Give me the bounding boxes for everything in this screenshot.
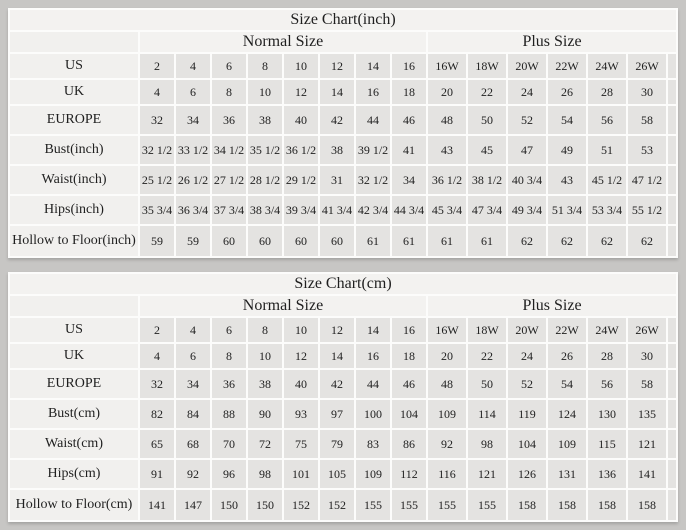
size-cell: 60 xyxy=(320,226,354,256)
size-cell: 60 xyxy=(248,226,282,256)
size-cell: 4 xyxy=(176,318,210,342)
size-cell: 42 3/4 xyxy=(356,196,390,224)
group-header-row xyxy=(10,32,676,52)
table-row xyxy=(10,490,676,520)
size-cell: 114 xyxy=(468,400,506,428)
size-cell: 16W xyxy=(428,54,466,78)
group-header-row xyxy=(10,296,676,316)
size-cell: 158 xyxy=(508,490,546,520)
spacer-cell xyxy=(668,318,676,342)
size-cell: 86 xyxy=(392,430,426,458)
size-cell: 20W xyxy=(508,318,546,342)
size-cell: 14 xyxy=(320,344,354,368)
size-cell: 25 1/2 xyxy=(140,166,174,194)
size-cell: 18 xyxy=(392,344,426,368)
size-cell: 101 xyxy=(284,460,318,488)
size-cell: 34 1/2 xyxy=(212,136,246,164)
size-cell: 109 xyxy=(548,430,586,458)
size-cell: 100 xyxy=(356,400,390,428)
size-cell: 37 3/4 xyxy=(212,196,246,224)
size-cell: 32 1/2 xyxy=(140,136,174,164)
size-cell: 47 1/2 xyxy=(628,166,666,194)
size-cell: 6 xyxy=(212,54,246,78)
size-cell: 20 xyxy=(428,80,466,104)
size-cell: 68 xyxy=(176,430,210,458)
size-cell: 45 3/4 xyxy=(428,196,466,224)
spacer-cell xyxy=(668,460,676,488)
size-cell: 4 xyxy=(140,80,174,104)
size-cell: 35 1/2 xyxy=(248,136,282,164)
size-cell: 26 1/2 xyxy=(176,166,210,194)
size-cell: 49 xyxy=(548,136,586,164)
spacer-cell xyxy=(668,196,676,224)
size-cell: 32 xyxy=(140,370,174,398)
table-row xyxy=(10,196,676,224)
size-cell: 34 xyxy=(176,370,210,398)
size-cell: 38 3/4 xyxy=(248,196,282,224)
size-cell: 30 xyxy=(628,344,666,368)
group-header-plus-size: Plus Size xyxy=(428,32,676,52)
size-cell: 33 1/2 xyxy=(176,136,210,164)
row-label: EUROPE xyxy=(10,370,138,398)
size-cell: 93 xyxy=(284,400,318,428)
size-cell: 44 3/4 xyxy=(392,196,426,224)
size-cell: 49 3/4 xyxy=(508,196,546,224)
size-cell: 28 1/2 xyxy=(248,166,282,194)
size-cell: 46 xyxy=(392,106,426,134)
size-cell: 20 xyxy=(428,344,466,368)
size-cell: 58 xyxy=(628,106,666,134)
size-cell: 155 xyxy=(468,490,506,520)
size-cell: 147 xyxy=(176,490,210,520)
spacer-cell xyxy=(668,344,676,368)
size-cell: 42 xyxy=(320,106,354,134)
size-cell: 43 xyxy=(428,136,466,164)
spacer-cell xyxy=(668,136,676,164)
size-cell: 45 1/2 xyxy=(588,166,626,194)
size-cell: 30 xyxy=(628,80,666,104)
size-cell: 61 xyxy=(356,226,390,256)
table-row xyxy=(10,166,676,194)
size-cell: 60 xyxy=(284,226,318,256)
size-cell: 44 xyxy=(356,370,390,398)
spacer-cell xyxy=(668,370,676,398)
row-label: Hips(inch) xyxy=(10,196,138,224)
size-cell: 44 xyxy=(356,106,390,134)
size-cell: 32 xyxy=(140,106,174,134)
table-row xyxy=(10,400,676,428)
size-cell: 24 xyxy=(508,344,546,368)
size-cell: 131 xyxy=(548,460,586,488)
size-cell: 18W xyxy=(468,318,506,342)
size-cell: 12 xyxy=(320,318,354,342)
size-cell: 65 xyxy=(140,430,174,458)
size-cell: 130 xyxy=(588,400,626,428)
corner-cell xyxy=(10,32,138,52)
spacer-cell xyxy=(668,106,676,134)
size-cell: 38 xyxy=(248,370,282,398)
size-cell: 112 xyxy=(392,460,426,488)
size-cell: 116 xyxy=(428,460,466,488)
row-label: Bust(cm) xyxy=(10,400,138,428)
size-cell: 62 xyxy=(628,226,666,256)
size-cell: 96 xyxy=(212,460,246,488)
size-cell: 36 xyxy=(212,370,246,398)
size-cell: 82 xyxy=(140,400,174,428)
size-cell: 20W xyxy=(508,54,546,78)
size-cell: 98 xyxy=(468,430,506,458)
size-cell: 158 xyxy=(588,490,626,520)
group-header-normal-size: Normal Size xyxy=(140,32,426,52)
size-cell: 6 xyxy=(176,344,210,368)
chart-title: Size Chart(inch) xyxy=(10,10,676,30)
size-cell: 48 xyxy=(428,106,466,134)
size-cell: 104 xyxy=(508,430,546,458)
table-row xyxy=(10,54,676,78)
table-row xyxy=(10,460,676,488)
size-cell: 98 xyxy=(248,460,282,488)
size-cell: 55 1/2 xyxy=(628,196,666,224)
size-cell: 135 xyxy=(628,400,666,428)
row-label: US xyxy=(10,318,138,342)
size-cell: 136 xyxy=(588,460,626,488)
size-cell: 158 xyxy=(548,490,586,520)
group-header-normal-size: Normal Size xyxy=(140,296,426,316)
size-cell: 48 xyxy=(428,370,466,398)
size-cell: 12 xyxy=(284,80,318,104)
size-cell: 22 xyxy=(468,80,506,104)
size-cell: 41 xyxy=(392,136,426,164)
size-cell: 38 xyxy=(248,106,282,134)
table-row xyxy=(10,226,676,256)
row-label: Waist(inch) xyxy=(10,166,138,194)
size-cell: 4 xyxy=(176,54,210,78)
size-cell: 56 xyxy=(588,370,626,398)
size-cell: 34 xyxy=(392,166,426,194)
size-cell: 40 xyxy=(284,106,318,134)
size-cell: 53 xyxy=(628,136,666,164)
size-cell: 152 xyxy=(320,490,354,520)
size-cell: 22W xyxy=(548,318,586,342)
row-label: Hollow to Floor(cm) xyxy=(10,490,138,520)
size-cell: 22 xyxy=(468,344,506,368)
size-cell: 10 xyxy=(248,344,282,368)
size-cell: 6 xyxy=(212,318,246,342)
size-cell: 36 1/2 xyxy=(284,136,318,164)
size-chart-cm-table xyxy=(8,272,678,522)
spacer-cell xyxy=(668,54,676,78)
size-cell: 16 xyxy=(356,344,390,368)
size-cell: 61 xyxy=(468,226,506,256)
size-cell: 155 xyxy=(392,490,426,520)
table-row xyxy=(10,344,676,368)
size-cell: 152 xyxy=(284,490,318,520)
row-label: Bust(inch) xyxy=(10,136,138,164)
size-cell: 90 xyxy=(248,400,282,428)
size-cell: 83 xyxy=(356,430,390,458)
size-cell: 18W xyxy=(468,54,506,78)
size-cell: 27 1/2 xyxy=(212,166,246,194)
size-cell: 51 xyxy=(588,136,626,164)
size-cell: 115 xyxy=(588,430,626,458)
size-cell: 52 xyxy=(508,106,546,134)
size-cell: 28 xyxy=(588,344,626,368)
size-cell: 51 3/4 xyxy=(548,196,586,224)
size-cell: 39 3/4 xyxy=(284,196,318,224)
size-cell: 24 xyxy=(508,80,546,104)
size-cell: 38 xyxy=(320,136,354,164)
spacer-cell xyxy=(668,80,676,104)
table-row xyxy=(10,430,676,458)
size-cell: 12 xyxy=(284,344,318,368)
size-cell: 12 xyxy=(320,54,354,78)
row-label: Waist(cm) xyxy=(10,430,138,458)
size-cell: 26W xyxy=(628,54,666,78)
spacer-cell xyxy=(668,400,676,428)
size-cell: 18 xyxy=(392,80,426,104)
size-cell: 92 xyxy=(428,430,466,458)
table-row xyxy=(10,370,676,398)
size-cell: 62 xyxy=(508,226,546,256)
table-row xyxy=(10,136,676,164)
size-cell: 59 xyxy=(176,226,210,256)
size-cell: 43 xyxy=(548,166,586,194)
size-cell: 92 xyxy=(176,460,210,488)
spacer-cell xyxy=(668,226,676,256)
size-cell: 36 xyxy=(212,106,246,134)
size-cell: 88 xyxy=(212,400,246,428)
size-cell: 14 xyxy=(356,318,390,342)
size-cell: 26 xyxy=(548,344,586,368)
size-cell: 47 xyxy=(508,136,546,164)
size-cell: 10 xyxy=(248,80,282,104)
size-cell: 16 xyxy=(356,80,390,104)
size-cell: 119 xyxy=(508,400,546,428)
size-cell: 40 3/4 xyxy=(508,166,546,194)
size-cell: 150 xyxy=(212,490,246,520)
size-cell: 34 xyxy=(176,106,210,134)
chart-title: Size Chart(cm) xyxy=(10,274,676,294)
row-label: UK xyxy=(10,80,138,104)
size-cell: 61 xyxy=(392,226,426,256)
size-cell: 42 xyxy=(320,370,354,398)
size-cell: 79 xyxy=(320,430,354,458)
table-row xyxy=(10,106,676,134)
size-cell: 2 xyxy=(140,54,174,78)
size-cell: 141 xyxy=(140,490,174,520)
size-cell: 29 1/2 xyxy=(284,166,318,194)
size-cell: 72 xyxy=(248,430,282,458)
size-cell: 31 xyxy=(320,166,354,194)
size-cell: 35 3/4 xyxy=(140,196,174,224)
size-cell: 14 xyxy=(320,80,354,104)
size-cell: 52 xyxy=(508,370,546,398)
size-cell: 53 3/4 xyxy=(588,196,626,224)
size-cell: 62 xyxy=(588,226,626,256)
size-cell: 39 1/2 xyxy=(356,136,390,164)
size-cell: 158 xyxy=(628,490,666,520)
size-cell: 59 xyxy=(140,226,174,256)
size-cell: 50 xyxy=(468,370,506,398)
size-cell: 70 xyxy=(212,430,246,458)
size-cell: 6 xyxy=(176,80,210,104)
size-cell: 41 3/4 xyxy=(320,196,354,224)
size-cell: 155 xyxy=(356,490,390,520)
size-cell: 8 xyxy=(212,344,246,368)
size-cell: 47 3/4 xyxy=(468,196,506,224)
size-cell: 24W xyxy=(588,318,626,342)
size-cell: 141 xyxy=(628,460,666,488)
spacer-cell xyxy=(668,430,676,458)
size-cell: 28 xyxy=(588,80,626,104)
size-cell: 150 xyxy=(248,490,282,520)
size-cell: 84 xyxy=(176,400,210,428)
size-cell: 124 xyxy=(548,400,586,428)
size-cell: 14 xyxy=(356,54,390,78)
row-label: US xyxy=(10,54,138,78)
size-cell: 104 xyxy=(392,400,426,428)
size-cell: 54 xyxy=(548,370,586,398)
size-cell: 61 xyxy=(428,226,466,256)
spacer-cell xyxy=(668,166,676,194)
chart-title-row xyxy=(10,10,676,30)
size-cell: 121 xyxy=(628,430,666,458)
spacer-cell xyxy=(668,490,676,520)
size-cell: 58 xyxy=(628,370,666,398)
table-row xyxy=(10,318,676,342)
size-chart-inch-table xyxy=(8,8,678,258)
size-cell: 91 xyxy=(140,460,174,488)
size-cell: 26 xyxy=(548,80,586,104)
size-cell: 75 xyxy=(284,430,318,458)
size-cell: 16 xyxy=(392,54,426,78)
size-cell: 22W xyxy=(548,54,586,78)
size-cell: 97 xyxy=(320,400,354,428)
size-cell: 24W xyxy=(588,54,626,78)
size-cell: 8 xyxy=(248,318,282,342)
size-cell: 155 xyxy=(428,490,466,520)
size-cell: 50 xyxy=(468,106,506,134)
table-row xyxy=(10,80,676,104)
size-cell: 16 xyxy=(392,318,426,342)
size-cell: 8 xyxy=(212,80,246,104)
row-label: EUROPE xyxy=(10,106,138,134)
size-cell: 56 xyxy=(588,106,626,134)
chart-title-row xyxy=(10,274,676,294)
corner-cell xyxy=(10,296,138,316)
size-cell: 126 xyxy=(508,460,546,488)
size-cell: 32 1/2 xyxy=(356,166,390,194)
size-cell: 2 xyxy=(140,318,174,342)
row-label: UK xyxy=(10,344,138,368)
size-cell: 45 xyxy=(468,136,506,164)
size-cell: 8 xyxy=(248,54,282,78)
size-cell: 38 1/2 xyxy=(468,166,506,194)
size-cell: 4 xyxy=(140,344,174,368)
size-cell: 60 xyxy=(212,226,246,256)
size-cell: 26W xyxy=(628,318,666,342)
size-cell: 46 xyxy=(392,370,426,398)
size-cell: 10 xyxy=(284,318,318,342)
size-cell: 36 3/4 xyxy=(176,196,210,224)
size-cell: 36 1/2 xyxy=(428,166,466,194)
row-label: Hollow to Floor(inch) xyxy=(10,226,138,256)
size-cell: 10 xyxy=(284,54,318,78)
size-cell: 109 xyxy=(428,400,466,428)
size-cell: 40 xyxy=(284,370,318,398)
size-cell: 62 xyxy=(548,226,586,256)
row-label: Hips(cm) xyxy=(10,460,138,488)
size-cell: 54 xyxy=(548,106,586,134)
size-cell: 109 xyxy=(356,460,390,488)
page-background xyxy=(8,8,678,522)
size-cell: 16W xyxy=(428,318,466,342)
group-header-plus-size: Plus Size xyxy=(428,296,676,316)
size-cell: 121 xyxy=(468,460,506,488)
size-cell: 105 xyxy=(320,460,354,488)
